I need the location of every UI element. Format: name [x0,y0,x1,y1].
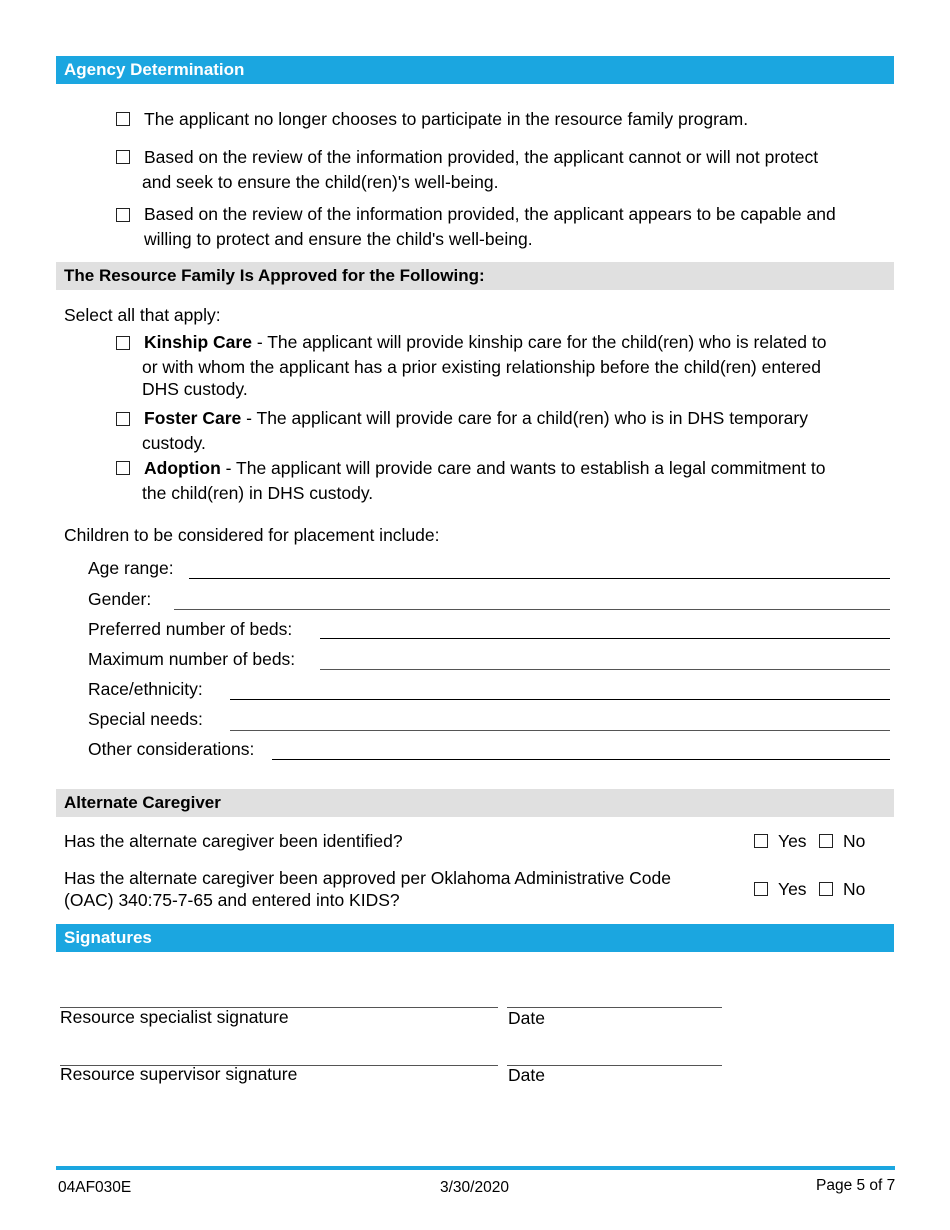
no-longer-participate-checkbox[interactable] [116,112,130,126]
option-no-longer-participate: The applicant no longer chooses to participate in the resource family program. [144,109,749,129]
signatures-title: Signatures [64,928,152,947]
preferred-beds-field[interactable] [320,638,890,639]
alternate-caregiver-header [56,789,894,817]
adoption-desc: - The applicant will provide care and wants to establish a legal commitment to [220,458,826,478]
capable-protect-checkbox[interactable] [116,208,130,222]
identified-yes-label: Yes [778,831,807,851]
identified-no-label: No [843,831,866,851]
race-ethnicity-field[interactable] [230,699,890,700]
foster-care-line1 [144,406,808,430]
page-number: Page 5 of 7 [816,1177,896,1194]
adoption-line2: the child(ren) in DHS custody. [142,483,374,503]
kinship-care-line3: DHS custody. [142,379,248,399]
option-capable-protect-line2: willing to protect and ensure the child's well-being. [144,229,533,249]
specialist-date-label: Date [508,1008,545,1028]
option-cannot-protect-line1: Based on the review of the information provided, the applicant cannot or will not protect [144,147,819,167]
other-considerations-field[interactable] [272,759,890,760]
approval-header [56,262,894,290]
signatures-header [56,924,894,952]
kinship-care-line2: or with whom the applicant has a prior existing relationship before the child(ren) entered [142,357,821,377]
supervisor-signature-label: Resource supervisor signature [60,1064,298,1084]
approved-no-label: No [843,879,866,899]
age-range-label: Age range: [88,558,174,578]
form-id: 04AF030E [58,1179,132,1196]
alternate-approved-question-line2: (OAC) 340:75-7-65 and entered into KIDS? [64,890,400,910]
other-considerations-label: Other considerations: [88,739,255,759]
adoption-line1 [144,456,825,480]
approved-yes-checkbox[interactable] [754,882,768,896]
alternate-approved-question-line1: Has the alternate caregiver been approved per Oklahoma Administrative Code [64,868,672,888]
preferred-beds-label: Preferred number of beds: [88,619,293,639]
adoption-label: Adoption [144,458,221,478]
approved-yes-label: Yes [778,879,807,899]
identified-no-checkbox[interactable] [819,834,833,848]
gender-label: Gender: [88,589,152,609]
kinship-care-line1 [144,330,827,354]
foster-care-checkbox[interactable] [116,412,130,426]
kinship-care-label: Kinship Care [144,332,252,352]
identified-yes-checkbox[interactable] [754,834,768,848]
age-range-field[interactable] [189,578,890,579]
gender-field[interactable] [174,609,890,610]
supervisor-date-label: Date [508,1065,545,1085]
race-ethnicity-label: Race/ethnicity: [88,679,203,699]
maximum-beds-label: Maximum number of beds: [88,649,296,669]
cannot-protect-checkbox[interactable] [116,150,130,164]
foster-care-label: Foster Care [144,408,242,428]
alternate-caregiver-title: Alternate Caregiver [64,793,221,812]
agency-determination-header [56,56,894,84]
foster-care-line2: custody. [142,433,206,453]
revision-date: 3/30/2020 [440,1179,509,1196]
agency-determination-title: Agency Determination [64,60,245,79]
special-needs-field[interactable] [230,730,890,731]
approved-no-checkbox[interactable] [819,882,833,896]
maximum-beds-field[interactable] [320,669,890,670]
option-capable-protect-line1: Based on the review of the information provided, the applicant appears to be capable and [144,204,836,224]
approval-title: The Resource Family Is Approved for the Following: [64,266,485,285]
kinship-care-checkbox[interactable] [116,336,130,350]
children-intro: Children to be considered for placement include: [64,525,440,545]
select-all-instruction: Select all that apply: [64,305,221,325]
special-needs-label: Special needs: [88,709,203,729]
footer-rule [56,1166,895,1170]
specialist-signature-label: Resource specialist signature [60,1007,289,1027]
adoption-checkbox[interactable] [116,461,130,475]
kinship-care-desc: - The applicant will provide kinship care for the child(ren) who is related to [251,332,827,352]
alternate-identified-question: Has the alternate caregiver been identified? [64,831,403,851]
option-cannot-protect-line2: and seek to ensure the child(ren)'s well-being. [142,172,499,192]
foster-care-desc: - The applicant will provide care for a child(ren) who is in DHS temporary [241,408,808,428]
